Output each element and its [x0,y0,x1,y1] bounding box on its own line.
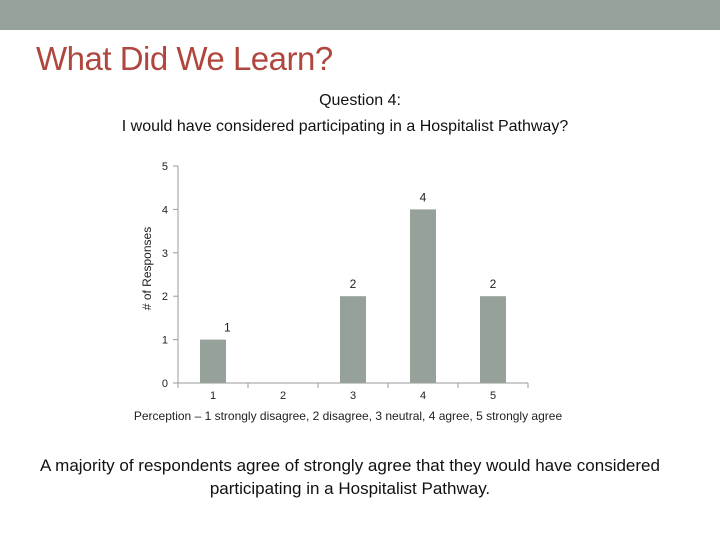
x-tick-label: 1 [209,390,217,402]
y-tick-label: 5 [161,161,168,173]
bar [410,209,436,383]
y-tick-label: 2 [161,291,168,304]
data-label: 4 [419,190,427,205]
y-axis-title: # of Responses [140,226,154,311]
y-tick-label: 3 [161,247,168,260]
x-tick-label: 2 [279,390,287,402]
conclusion-text: A majority of respondents agree of strongly agree that they would have considered participating in a Hospitalist Pathway. [40,456,660,498]
x-tick-label: 4 [419,390,427,402]
y-tick-label: 0 [161,378,168,390]
bar [340,296,366,383]
x-axis-title: Perception – 1 strongly disagree, 2 disagree, 3 neutral, 4 agree, 5 strongly agree [133,409,563,423]
x-tick-label: 5 [489,390,497,402]
bar [200,340,226,383]
x-tick-label: 3 [349,390,357,402]
data-label: 1 [224,320,231,335]
bar [480,296,506,383]
slide-title: What Did We Learn? [36,40,333,77]
data-label: 2 [349,277,357,292]
chart-title-question: Question 4: [319,92,401,109]
data-label: 2 [489,277,497,292]
y-tick-label: 1 [161,334,168,347]
chart-title-prompt: I would have considered participating in a Hospitalist Pathway? [121,118,569,135]
y-tick-label: 4 [161,204,168,217]
